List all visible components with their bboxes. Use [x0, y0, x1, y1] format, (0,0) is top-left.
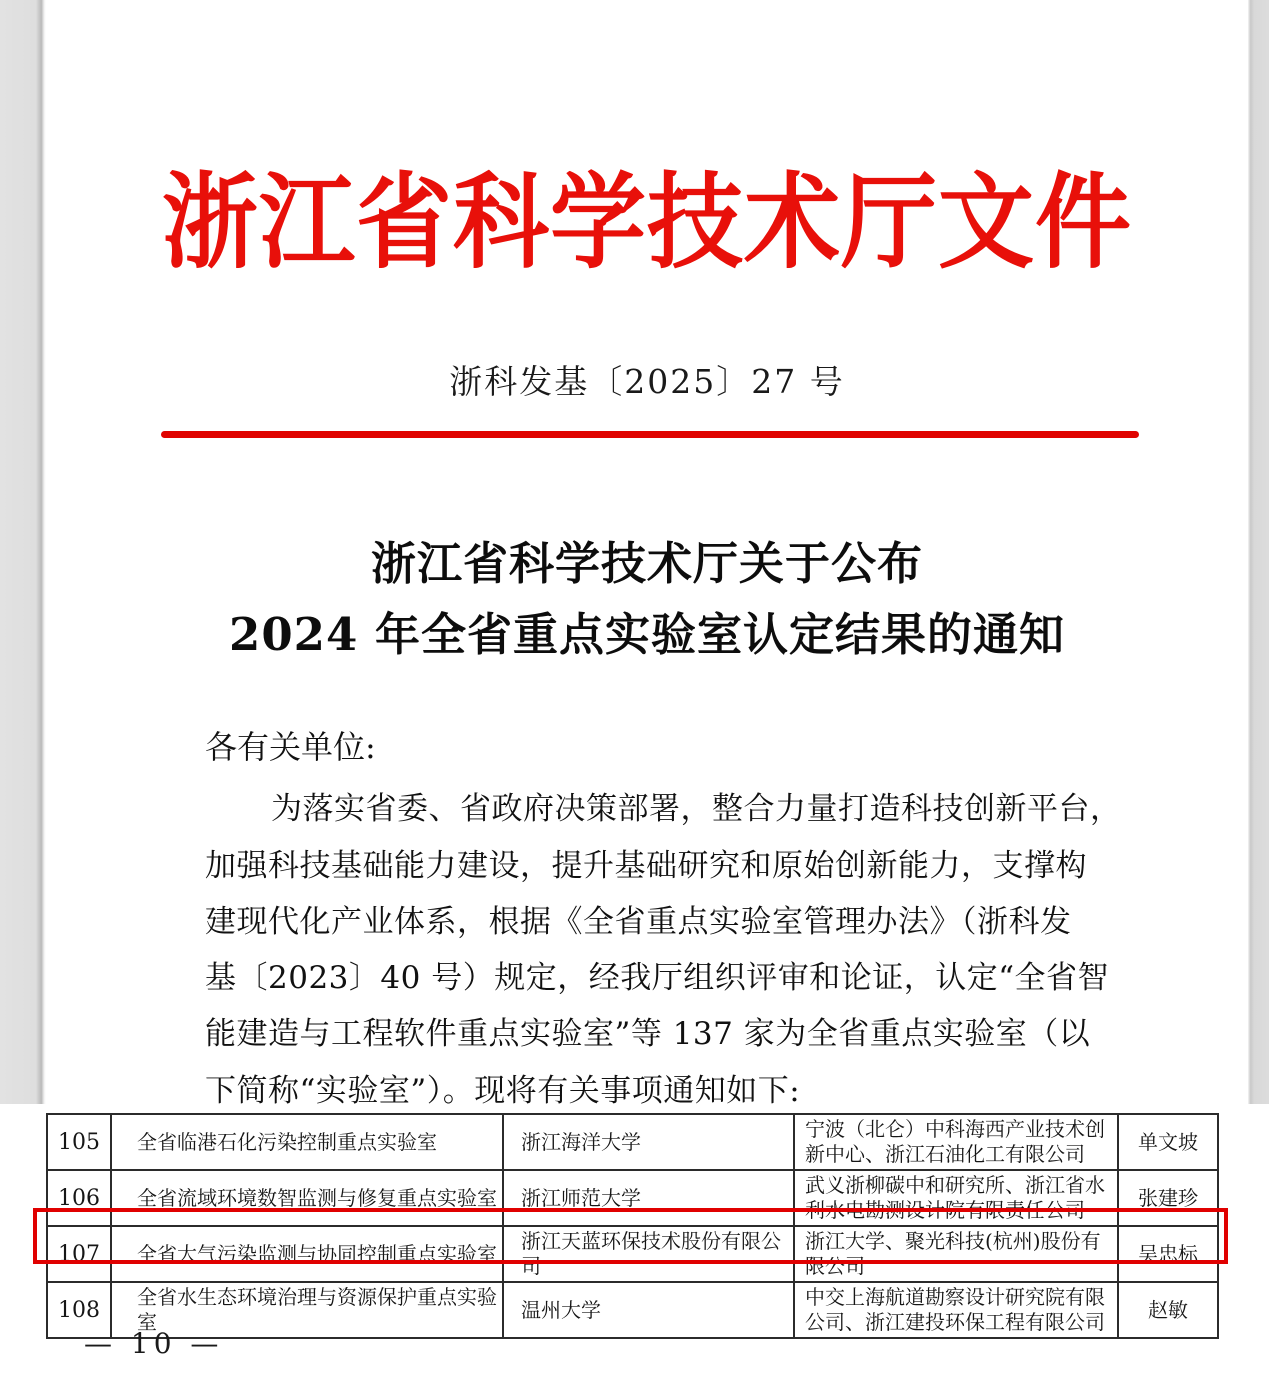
cell-row-number: 106 — [47, 1170, 111, 1226]
body-line: 下简称“实验室”）。现将有关事项通知如下: — [205, 1073, 801, 1109]
body-line: 为落实省委、省政府决策部署，整合力量打造科技创新平台， — [271, 791, 1122, 827]
table-row — [47, 1170, 1218, 1226]
cell-partner-institutions: 武义浙柳碳中和研究所、浙江省水利水电勘测设计院有限责任公司 — [794, 1170, 1118, 1226]
table-row — [47, 1114, 1218, 1170]
cell-director-name: 赵敏 — [1118, 1282, 1218, 1338]
cell-partner-institutions: 宁波（北仑）中科海西产业技术创新中心、浙江石油化工有限公司 — [794, 1114, 1118, 1170]
cell-host-institution: 温州大学 — [503, 1282, 794, 1338]
cell-director-name: 吴忠标 — [1118, 1226, 1218, 1282]
cell-director-name: 张建珍 — [1118, 1170, 1218, 1226]
letterhead-rule — [161, 431, 1139, 438]
cell-partner-institutions: 浙江大学、聚光科技(杭州)股份有限公司 — [794, 1226, 1118, 1282]
cell-host-institution: 浙江海洋大学 — [503, 1114, 794, 1170]
laboratory-result-table — [46, 1113, 1219, 1339]
page-number: — 10 — — [84, 1327, 224, 1360]
cell-row-number: 108 — [47, 1282, 111, 1338]
cell-lab-name: 全省流域环境数智监测与修复重点实验室 — [111, 1170, 503, 1226]
document-number: 浙科发基〔2025〕27 号 — [449, 362, 845, 401]
page-margin-left — [0, 0, 46, 1104]
cell-partner-institutions: 中交上海航道勘察设计研究院有限公司、浙江建投环保工程有限公司 — [794, 1282, 1118, 1338]
body-line: 基〔2023〕40 号）规定，经我厅组织评审和论证，认定“全省智 — [205, 960, 1110, 996]
cell-row-number: 107 — [47, 1226, 111, 1282]
notice-title-line1: 浙江省科学技术厅关于公布 — [370, 537, 923, 590]
cell-host-institution: 浙江师范大学 — [503, 1170, 794, 1226]
table-row-highlighted — [47, 1226, 1218, 1282]
letterhead-title: 浙江省科学技术厅文件 — [162, 161, 1132, 284]
body-line: 建现代化产业体系，根据《全省重点实验室管理办法》（浙科发 — [205, 904, 1072, 940]
body-line: 加强科技基础能力建设，提升基础研究和原始创新能力，支撑构 — [205, 848, 1087, 884]
cell-lab-name: 全省水生态环境治理与资源保护重点实验室 — [111, 1282, 503, 1338]
notice-title-line2: 2024 年全省重点实验室认定结果的通知 — [229, 608, 1065, 661]
salutation: 各有关单位: — [205, 728, 376, 766]
body-line: 能建造与工程软件重点实验室”等 137 家为全省重点实验室（以 — [205, 1016, 1091, 1052]
cell-lab-name: 全省临港石化污染控制重点实验室 — [111, 1114, 503, 1170]
cell-host-institution: 浙江天蓝环保技术股份有限公司 — [503, 1226, 794, 1282]
page-margin-right — [1248, 0, 1269, 1104]
cell-row-number: 105 — [47, 1114, 111, 1170]
cell-lab-name: 全省大气污染监测与协同控制重点实验室 — [111, 1226, 503, 1282]
cell-director-name: 单文坡 — [1118, 1114, 1218, 1170]
